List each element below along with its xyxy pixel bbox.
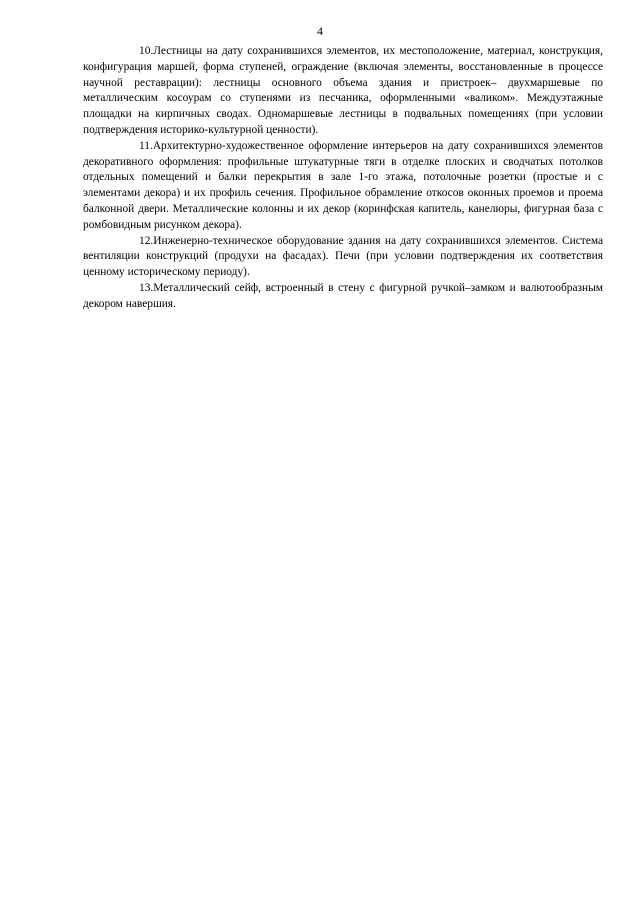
item-number: 13. [139, 281, 154, 294]
page-number: 4 [317, 24, 323, 38]
item-text: Архитектурно-художественное оформление интерьеров на дату сохранившихся элементов декоративного оформления: профильные штукатурные тяги в отделке плоских и сводчатых потолков отдельных помещений и балки перекрытия в зале 1-го этажа, потолочные розетки (простые и с элементами декора) и их профиль сечения. Профильное обрамление откосов оконных проемов и проема балконной двери. Металлические колонны и их декор (коринфская капитель, канелюры, фигурная база с ромбовидным рисунком декора). [83, 139, 603, 231]
list-item-13 [83, 281, 603, 313]
document-body [83, 44, 603, 313]
item-number: 10. [139, 45, 154, 57]
item-number: 11. [139, 139, 153, 152]
list-item-12 [83, 234, 603, 281]
item-text: Лестницы на дату сохранившихся элементов, их местоположение, материал, конструкция, конфигурация маршей, форма ступеней, ограждение (включая элементы, восстановленные в процессе научной реставрации): лестницы основного объема здания и пристроек– двухмаршевые по металлическим косоурам со ступенями из песчаника, оформленными «валиком». Междуэтажные площадки на кирпичных сводах. Одномаршевые лестницы в подвальных помещениях (при условии подтверждения историко-культурной ценности). [83, 45, 603, 136]
list-item-11 [83, 139, 603, 234]
item-number: 12. [139, 234, 154, 247]
item-text: Металлический сейф, встроенный в стену с фигурной ручкой–замком и валютообразным декором навершия. [83, 281, 603, 310]
list-item-10 [83, 44, 603, 139]
item-text: Инженерно-техническое оборудование здания на дату сохранившихся элементов. Система вентиляции конструкций (продухи на фасадах). Печи (при условии подтверждения их соответствия ценному историческому периоду). [83, 234, 603, 279]
